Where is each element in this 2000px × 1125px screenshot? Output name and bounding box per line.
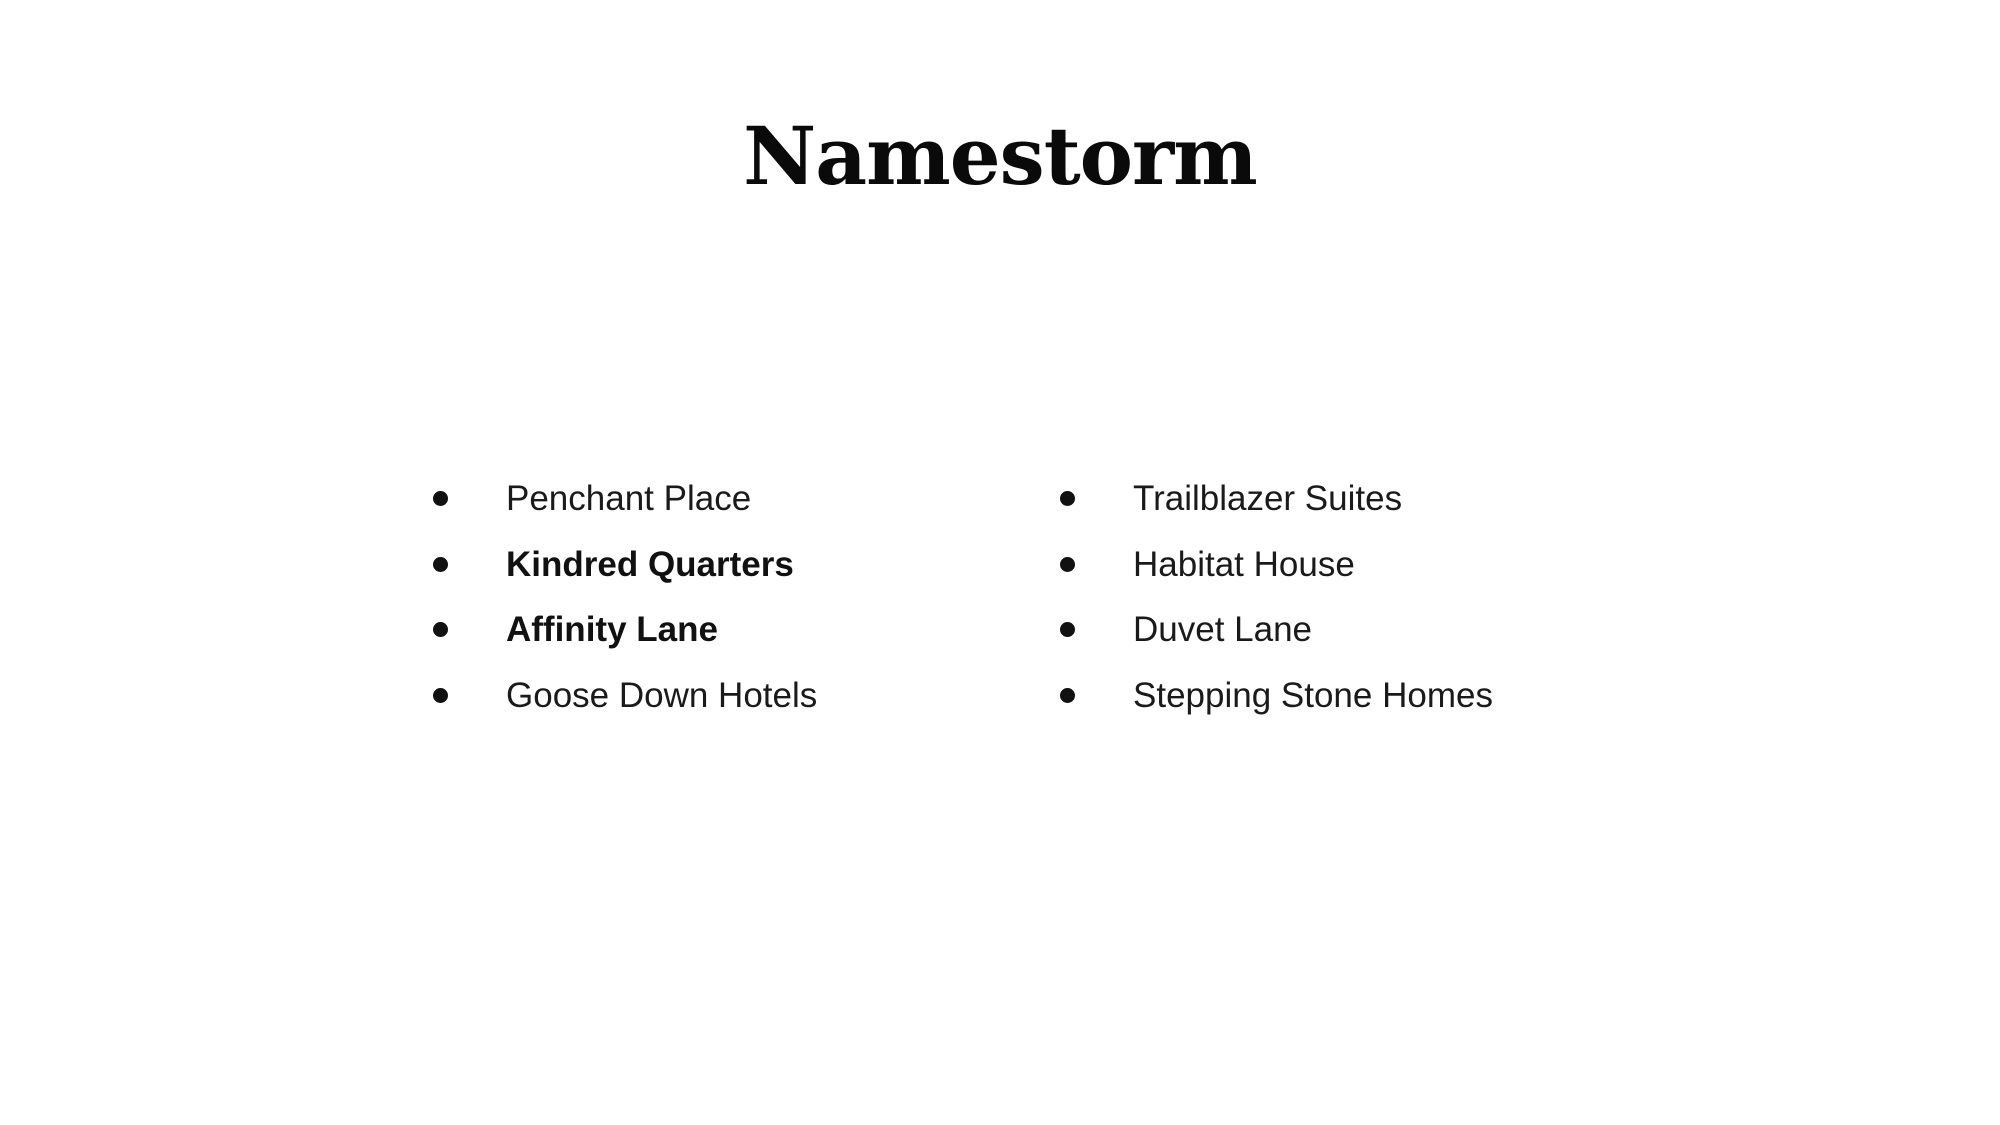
list-item-label: Trailblazer Suites — [1133, 479, 1403, 518]
bullet-icon — [1060, 491, 1075, 506]
bullet-icon — [433, 688, 448, 703]
list-item-label: Stepping Stone Homes — [1133, 675, 1493, 715]
bullet-icon — [433, 622, 448, 637]
bullet-icon — [1060, 688, 1075, 703]
slide-title: Namestorm — [743, 109, 1257, 203]
list-item-label: Kindred Quarters — [506, 544, 794, 584]
list-item-label: Goose Down Hotels — [506, 675, 818, 715]
bullet-icon — [1060, 622, 1075, 637]
list-item-label: Duvet Lane — [1133, 610, 1313, 649]
bullet-icon — [1060, 557, 1075, 572]
bullet-icon — [433, 491, 448, 506]
list-item-label: Habitat House — [1133, 544, 1355, 584]
list-item-label: Penchant Place — [506, 479, 752, 518]
bullet-icon — [433, 557, 448, 572]
list-item-label: Affinity Lane — [506, 610, 718, 649]
